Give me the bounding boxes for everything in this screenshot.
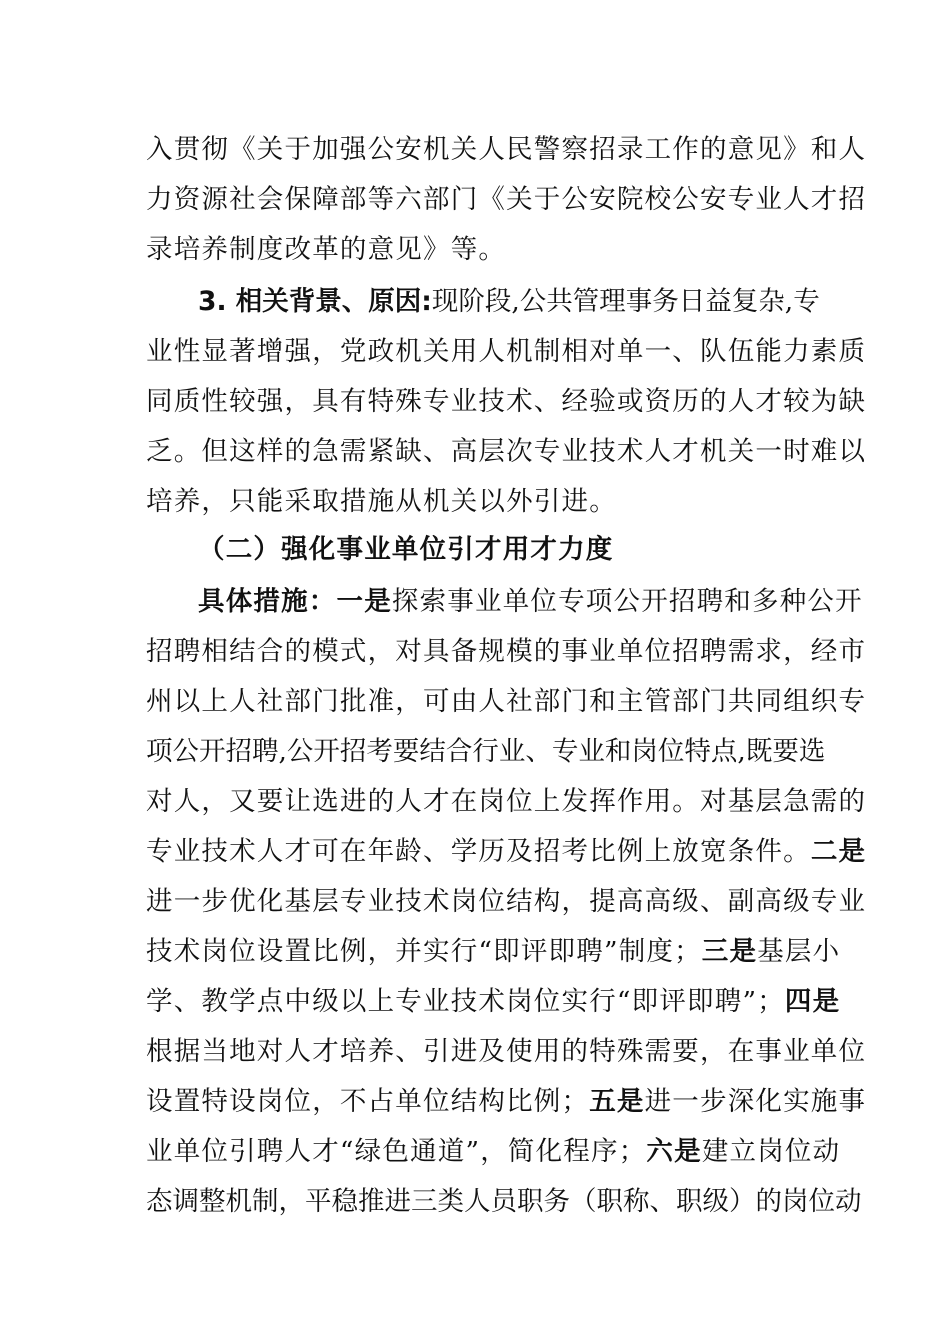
body-line — [146, 230, 808, 270]
text-segment: 进一步深化实施事 — [644, 1086, 867, 1117]
item-label: 六是 — [646, 1136, 702, 1167]
body-line — [146, 632, 867, 672]
text-segment: 乏。但这样的急需紧缺、高层次专业技术人才机关一时难以 — [146, 436, 867, 467]
item-label: 二是 — [810, 836, 867, 867]
text-segment: 同质性较强，具有特殊专业技术、经验或资历的人才较为缺 — [146, 386, 867, 417]
body-line — [146, 432, 867, 472]
body-line — [146, 782, 867, 822]
text-segment: 探索事业单位专项公开招聘和多种公开 — [391, 586, 863, 617]
body-line — [146, 832, 867, 872]
section-subheading: 3. 相关背景、原因: — [198, 286, 432, 317]
body-line — [146, 1182, 862, 1222]
text-segment: 专业技术人才可在年龄、学历及招考比例上放宽条件。 — [146, 836, 811, 867]
body-line — [198, 282, 820, 322]
text-segment: 项公开招聘,公开招考要结合行业、专业和岗位特点,既要选 — [146, 736, 826, 767]
body-line — [146, 482, 808, 522]
text-segment: 基层小 — [757, 936, 841, 967]
text-segment: 态调整机制，平稳推进三类人员职务（职称、职级）的岗位动 — [146, 1186, 862, 1217]
text-segment: 技术岗位设置比例，并实行“即评即聘”制度； — [146, 936, 702, 967]
body-line — [146, 1082, 867, 1122]
body-line — [198, 582, 863, 622]
text-segment: 州以上人社部门批准，可由人社部门和主管部门共同组织专 — [146, 686, 867, 717]
section-heading — [198, 530, 614, 570]
text-segment: 业单位引聘人才“绿色通道”，简化程序； — [146, 1136, 647, 1167]
text-segment: 设置特设岗位，不占单位结构比例； — [146, 1086, 590, 1117]
text-segment: 根据当地对人才培养、引进及使用的特殊需要，在事业单位 — [146, 1036, 867, 1067]
measures-label: 具体措施：一是 — [198, 586, 392, 617]
body-line — [146, 130, 867, 170]
body-line — [146, 732, 826, 772]
text-segment: 进一步优化基层专业技术岗位结构，提高高级、副高级专业 — [146, 886, 867, 917]
item-label: 三是 — [701, 936, 758, 967]
text-segment: 入贯彻《关于加强公安机关人民警察招录工作的意见》和人 — [146, 134, 867, 165]
body-line — [146, 682, 867, 722]
text-segment: 培养，只能采取措施从机关以外引进。 — [146, 486, 617, 517]
body-line — [146, 882, 867, 922]
body-line — [146, 1132, 841, 1172]
body-line — [146, 332, 867, 372]
text-segment: 力资源社会保障部等六部门《关于公安院校公安专业人才招 — [146, 184, 867, 215]
item-label: 五是 — [589, 1086, 645, 1117]
item-label: 四是 — [784, 986, 841, 1017]
text-segment: 建立岗位动 — [701, 1136, 841, 1167]
body-line — [146, 180, 867, 220]
body-line — [146, 382, 867, 422]
text-segment: 现阶段,公共管理事务日益复杂,专 — [431, 286, 820, 317]
body-line — [146, 1032, 867, 1072]
body-line — [146, 982, 841, 1022]
text-segment: 招聘相结合的模式，对具备规模的事业单位招聘需求，经市 — [146, 636, 867, 667]
text-segment: 业性显著增强，党政机关用人机制相对单一、队伍能力素质 — [146, 336, 867, 367]
text-segment: 对人，又要让选进的人才在岗位上发挥作用。对基层急需的 — [146, 786, 867, 817]
text-segment: 录培养制度改革的意见》等。 — [146, 234, 507, 265]
text-segment: 学、教学点中级以上专业技术岗位实行“即评即聘”； — [146, 986, 785, 1017]
section-heading-text: （二）强化事业单位引才用才力度 — [198, 534, 614, 565]
body-line — [146, 932, 841, 972]
